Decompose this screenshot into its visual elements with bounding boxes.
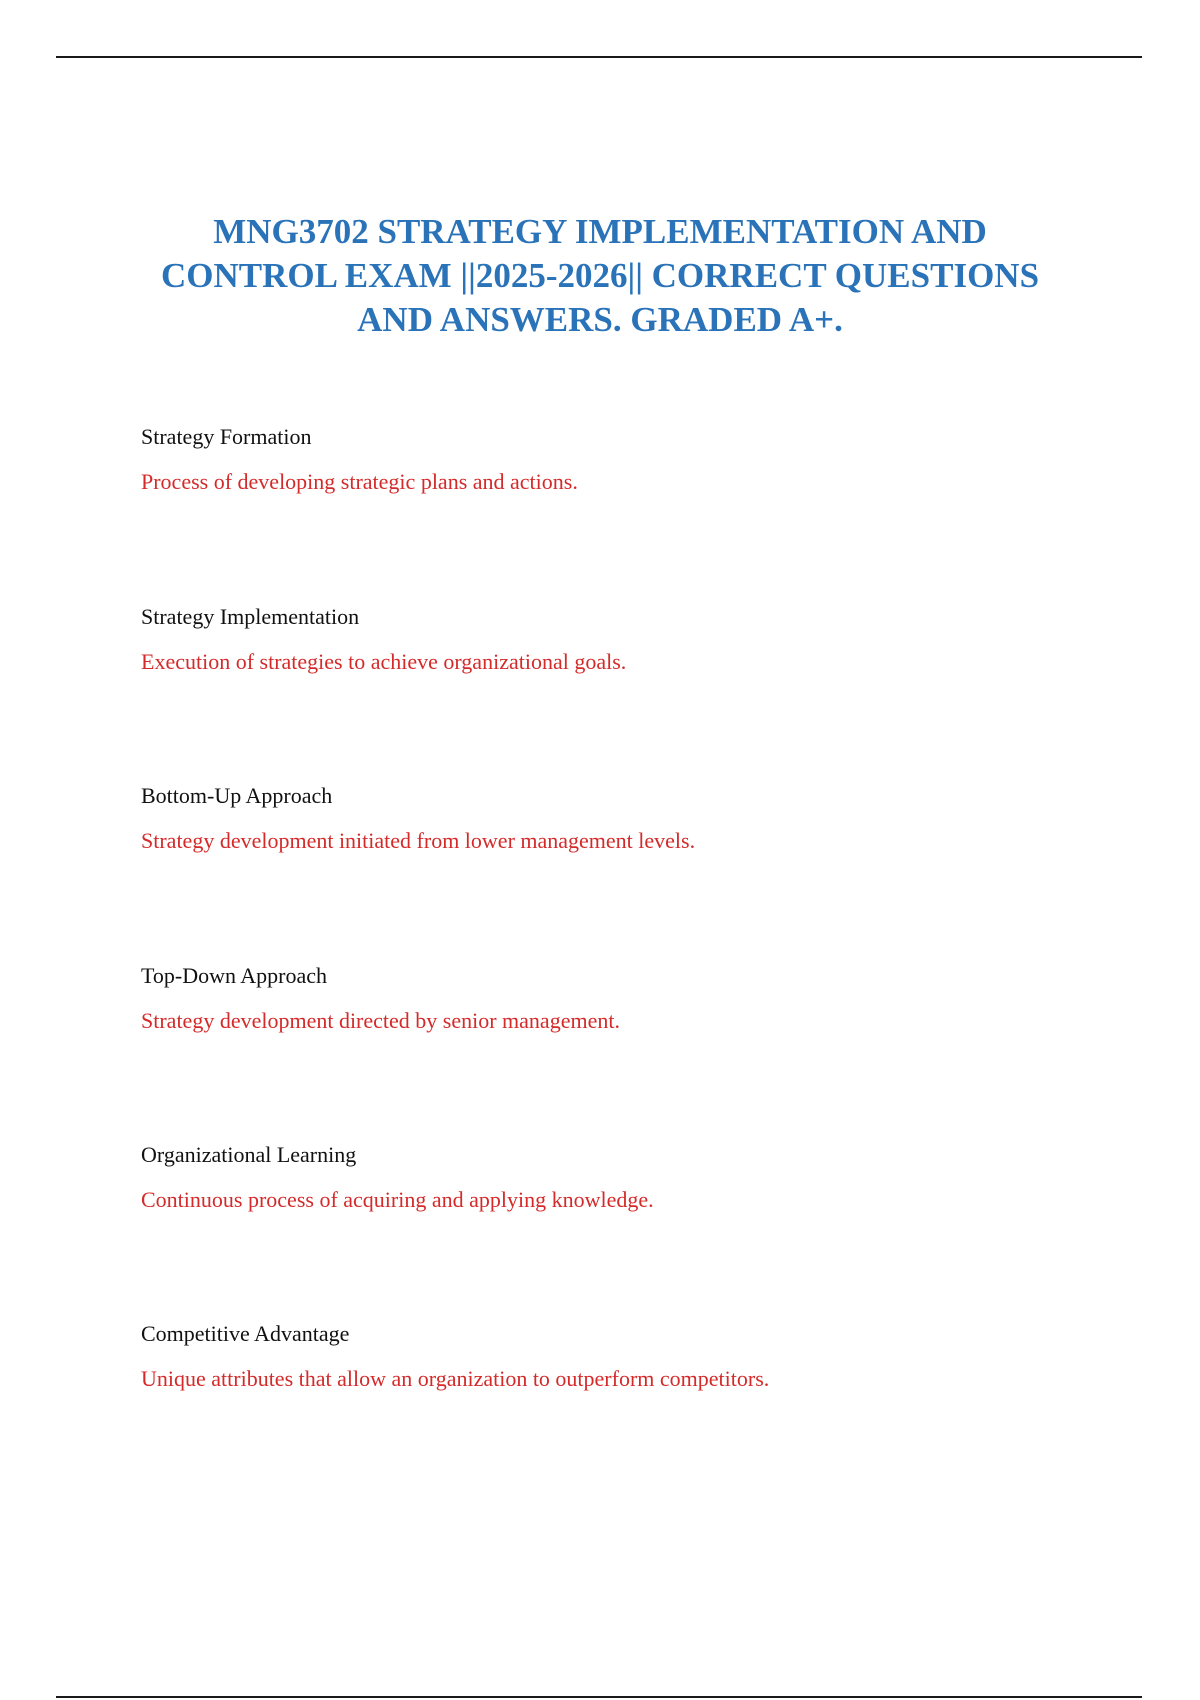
title-line-3: AND ANSWERS. GRADED A+. [357,300,843,339]
title-line-2: CONTROL EXAM ||2025-2026|| CORRECT QUESTIONS [160,256,1040,295]
qa-entry-top-down-approach [141,962,1141,1035]
term: Top-Down Approach [141,963,328,988]
qa-entry-strategy-implementation [141,603,1141,676]
qa-entry-bottom-up-approach [141,782,1141,855]
bottom-divider [56,1696,1142,1698]
definition: Strategy development directed by senior management. [141,1008,620,1033]
top-divider [56,56,1142,58]
term: Strategy Implementation [141,604,360,629]
term: Bottom-Up Approach [141,783,333,808]
qa-entry-organizational-learning [141,1141,1141,1214]
qa-entry-competitive-advantage [141,1320,1141,1393]
qa-entry-strategy-formation [141,423,1141,496]
definition: Execution of strategies to achieve organizational goals. [141,649,627,674]
term: Competitive Advantage [141,1321,350,1346]
term: Strategy Formation [141,424,312,449]
definition: Continuous process of acquiring and applying knowledge. [141,1187,654,1212]
definition: Strategy development initiated from lower management levels. [141,828,696,853]
title-line-1: MNG3702 STRATEGY IMPLEMENTATION AND [213,212,987,251]
definition: Unique attributes that allow an organization to outperform competitors. [141,1366,770,1391]
definition: Process of developing strategic plans and actions. [141,469,578,494]
document-title [100,210,1100,342]
term: Organizational Learning [141,1142,357,1167]
